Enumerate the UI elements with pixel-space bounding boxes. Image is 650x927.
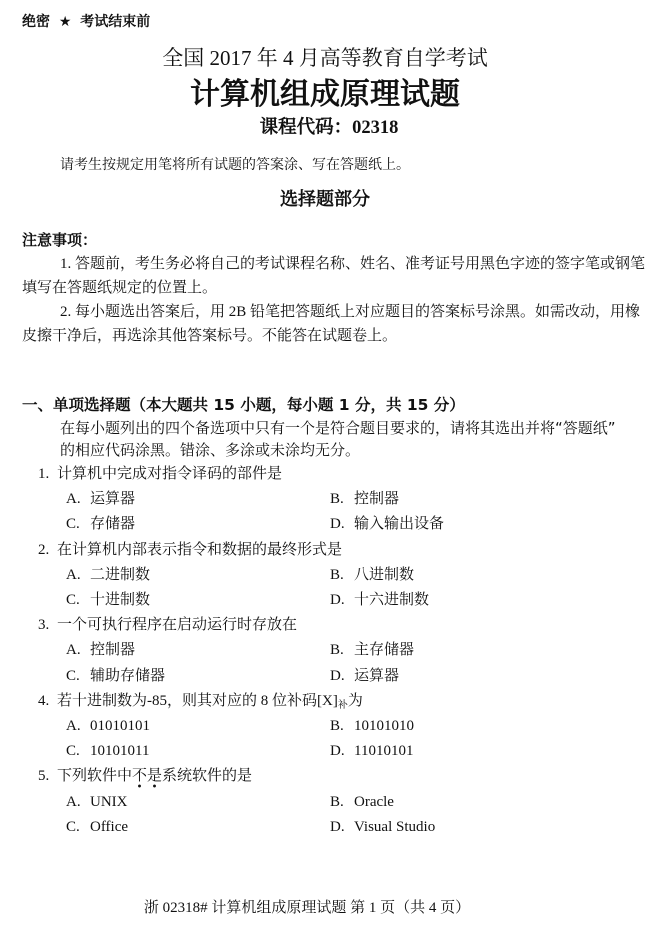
question-number: 4.: [38, 692, 50, 709]
question-1: [0, 462, 650, 538]
option-row: [0, 588, 650, 613]
option-label: B.: [330, 566, 344, 583]
option-b: [330, 790, 394, 815]
option-label: A.: [66, 718, 81, 735]
option-label: C.: [66, 818, 80, 835]
option-label: D.: [330, 743, 345, 760]
option-row: [0, 714, 650, 739]
option-text: 控制器: [354, 491, 400, 508]
question-number: 3.: [38, 617, 50, 634]
question-number: 5.: [38, 768, 50, 785]
confidential-mark: 绝密 ★ 考试结束前: [22, 14, 151, 30]
question-stem-end: 系统软件的是: [162, 768, 253, 785]
option-row: [0, 638, 650, 663]
question-stem-end: 为: [347, 692, 363, 709]
option-a: [66, 790, 330, 815]
course-code: 课程代码：02318: [259, 118, 399, 138]
note-1-line-2: 填写在答题纸规定的位置上。: [22, 280, 218, 296]
option-label: C.: [66, 592, 80, 609]
option-text: 运算器: [354, 667, 400, 684]
option-row: [0, 487, 650, 512]
notes-block: [0, 228, 650, 348]
paper-title: 计算机组成原理试题: [190, 77, 460, 112]
question-stem-row: [0, 764, 650, 789]
answer-instruction: 请考生按规定用笔将所有试题的答案涂、写在答题纸上。: [60, 157, 410, 173]
option-text: 辅助存储器: [90, 667, 166, 684]
section-heading: 一、单项选择题（本大题共 15 小题，每小题 1 分，共 15 分）: [22, 396, 465, 414]
note-2-line-2: 皮擦干净后，再选涂其他答案标号。不能答在试题卷上。: [22, 328, 398, 344]
option-row: [0, 664, 650, 689]
question-stem-row: [0, 462, 650, 487]
question-list: [0, 462, 650, 840]
option-row: [0, 739, 650, 764]
question-stem: 下列软件中: [57, 768, 133, 785]
option-label: D.: [330, 667, 345, 684]
option-c: [66, 815, 330, 840]
question-stem: 若十进制数为-85，则其对应的 8 位补码[X]: [57, 692, 338, 709]
question-2: [0, 538, 650, 614]
option-label: A.: [66, 793, 81, 810]
option-label: A.: [66, 491, 81, 508]
option-text: 存储器: [90, 516, 136, 533]
option-label: B.: [330, 718, 344, 735]
option-text: 主存储器: [354, 642, 415, 659]
option-text: Oracle: [354, 793, 394, 810]
option-text: Visual Studio: [354, 818, 436, 835]
option-text: 10101010: [354, 718, 414, 735]
option-text: 输入输出设备: [354, 516, 445, 533]
option-a: [66, 563, 330, 588]
question-stem: 计算机中完成对指令译码的部件是: [57, 466, 283, 482]
option-label: C.: [66, 743, 80, 760]
option-label: C.: [66, 667, 80, 684]
option-label: B.: [330, 491, 344, 508]
option-text: 11010101: [354, 743, 414, 760]
option-b: [330, 563, 414, 588]
option-label: A.: [66, 566, 81, 583]
option-d: [330, 512, 444, 537]
option-text: 01010101: [90, 718, 150, 735]
option-label: D.: [330, 516, 345, 533]
question-stem: 一个可执行程序在启动运行时存放在: [57, 617, 298, 634]
option-label: D.: [330, 818, 345, 835]
option-c: [66, 588, 330, 613]
option-text: Office: [90, 818, 129, 835]
complement-subscript: 补: [337, 699, 348, 711]
option-b: [330, 487, 399, 512]
option-text: UNIX: [90, 793, 128, 810]
note-2-line-1: 2. 每小题选出答案后，用 2B 铅笔把答题纸上对应题目的答案标号涂黑。如需改动，用橡: [60, 304, 641, 320]
option-text: 十进制数: [90, 592, 151, 609]
option-a: [66, 714, 330, 739]
exam-title: 全国 2017 年 4 月高等教育自学考试: [162, 46, 488, 70]
emphasized-text: 不是: [132, 768, 162, 789]
option-c: [66, 664, 330, 689]
option-row: [0, 790, 650, 815]
option-d: [330, 739, 413, 764]
option-label: A.: [66, 642, 81, 659]
option-row: [0, 815, 650, 840]
question-number: 2.: [38, 541, 50, 558]
question-4: [0, 689, 650, 765]
option-b: [330, 638, 414, 663]
notes-heading: 注意事项：: [22, 231, 98, 249]
option-label: B.: [330, 642, 344, 659]
option-text: 10101011: [90, 743, 150, 760]
question-stem-row: [0, 613, 650, 638]
option-text: 八进制数: [354, 566, 415, 583]
part-title: 选择题部分: [280, 189, 370, 210]
question-3: [0, 613, 650, 689]
option-d: [330, 664, 399, 689]
option-b: [330, 714, 414, 739]
option-c: [66, 739, 330, 764]
question-5: [0, 764, 650, 840]
option-c: [66, 512, 330, 537]
option-text: 控制器: [90, 642, 136, 659]
option-label: B.: [330, 793, 344, 810]
option-text: 运算器: [90, 491, 136, 508]
option-a: [66, 487, 330, 512]
option-label: C.: [66, 516, 80, 533]
option-label: D.: [330, 592, 345, 609]
option-a: [66, 638, 330, 663]
section-header: [0, 394, 650, 462]
option-d: [330, 815, 435, 840]
option-text: 二进制数: [90, 566, 151, 583]
question-stem: 在计算机内部表示指令和数据的最终形式是: [57, 541, 343, 558]
note-1-line-1: 1. 答题前，考生务必将自己的考试课程名称、姓名、准考证号用黑色字迹的签字笔或钢笔: [60, 256, 646, 272]
option-row: [0, 563, 650, 588]
question-stem-row: [0, 689, 650, 714]
question-stem-row: [0, 538, 650, 563]
option-d: [330, 588, 429, 613]
page-footer: 浙 02318# 计算机组成原理试题 第 1 页（共 4 页）: [143, 900, 471, 916]
option-text: 十六进制数: [354, 592, 430, 609]
section-instruction-line-1: 在每小题列出的四个备选项中只有一个是符合题目要求的，请将其选出并将“答题纸”: [60, 418, 616, 437]
option-row: [0, 512, 650, 537]
section-instruction-line-2: 的相应代码涂黑。错涂、多涂或未涂均无分。: [60, 441, 361, 459]
question-number: 1.: [38, 466, 50, 482]
